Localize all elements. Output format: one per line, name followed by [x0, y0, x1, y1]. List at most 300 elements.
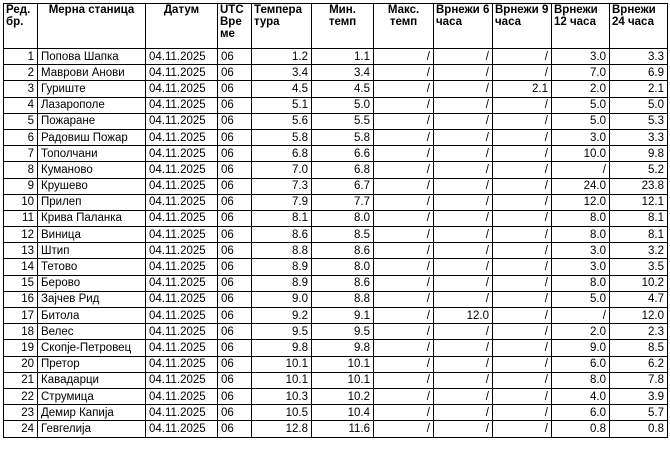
precip-6h-cell: / [434, 291, 493, 307]
temperature-cell: 8.9 [252, 259, 312, 275]
measurement-table [3, 3, 668, 438]
precip-24h-cell: 5.7 [610, 405, 668, 421]
max-temp-cell: / [374, 227, 434, 243]
max-temp-cell: / [374, 421, 434, 437]
table-row [4, 421, 668, 437]
temperature-cell: 1.2 [252, 49, 312, 65]
precip-12h-cell: 4.0 [552, 388, 610, 404]
row-number-cell: 19 [4, 340, 38, 356]
row-number-cell: 13 [4, 243, 38, 259]
precip-9h-cell: / [493, 65, 552, 81]
table-row [4, 405, 668, 421]
precip-24h-cell: 3.5 [610, 259, 668, 275]
precip-9h-cell: / [493, 324, 552, 340]
min-temp-cell: 5.8 [312, 129, 374, 145]
temperature-cell: 10.1 [252, 356, 312, 372]
header-min-temp: Мин. темп [312, 4, 374, 49]
precip-12h-cell: 24.0 [552, 178, 610, 194]
row-number-cell: 16 [4, 291, 38, 307]
precip-24h-cell: 8.1 [610, 210, 668, 226]
precip-12h-cell: 8.0 [552, 227, 610, 243]
precip-6h-cell: / [434, 388, 493, 404]
date-cell: 04.11.2025 [146, 243, 218, 259]
row-number-cell: 11 [4, 210, 38, 226]
temperature-cell: 12.8 [252, 421, 312, 437]
table-row [4, 194, 668, 210]
precip-9h-cell: / [493, 162, 552, 178]
min-temp-cell: 8.5 [312, 227, 374, 243]
precip-12h-cell: 7.0 [552, 65, 610, 81]
date-cell: 04.11.2025 [146, 275, 218, 291]
utc-time-cell: 06 [218, 356, 252, 372]
precip-12h-cell: 5.0 [552, 113, 610, 129]
precip-6h-cell: / [434, 210, 493, 226]
utc-time-cell: 06 [218, 405, 252, 421]
temperature-cell: 10.1 [252, 372, 312, 388]
temperature-cell: 4.5 [252, 81, 312, 97]
temperature-cell: 8.1 [252, 210, 312, 226]
temperature-cell: 8.8 [252, 243, 312, 259]
temperature-cell: 10.5 [252, 405, 312, 421]
row-number-cell: 6 [4, 129, 38, 145]
row-number-cell: 3 [4, 81, 38, 97]
precip-12h-cell: / [552, 308, 610, 324]
precip-9h-cell: / [493, 194, 552, 210]
table-row [4, 178, 668, 194]
date-cell: 04.11.2025 [146, 162, 218, 178]
precip-24h-cell: 5.2 [610, 162, 668, 178]
max-temp-cell: / [374, 259, 434, 275]
temperature-cell: 5.1 [252, 97, 312, 113]
header-utc-time: UTC Вре ме [218, 4, 252, 49]
table-row [4, 388, 668, 404]
utc-time-cell: 06 [218, 162, 252, 178]
table-row [4, 259, 668, 275]
precip-9h-cell: / [493, 49, 552, 65]
row-number-cell: 23 [4, 405, 38, 421]
precip-9h-cell: / [493, 340, 552, 356]
precip-6h-cell: / [434, 324, 493, 340]
utc-time-cell: 06 [218, 178, 252, 194]
min-temp-cell: 10.2 [312, 388, 374, 404]
precip-9h-cell: / [493, 113, 552, 129]
row-number-cell: 4 [4, 97, 38, 113]
precip-6h-cell: 12.0 [434, 308, 493, 324]
table-row [4, 227, 668, 243]
max-temp-cell: / [374, 388, 434, 404]
utc-time-cell: 06 [218, 129, 252, 145]
precip-6h-cell: / [434, 81, 493, 97]
precip-24h-cell: 23.8 [610, 178, 668, 194]
table-row [4, 243, 668, 259]
min-temp-cell: 8.8 [312, 291, 374, 307]
min-temp-cell: 6.6 [312, 146, 374, 162]
precip-24h-cell: 7.8 [610, 372, 668, 388]
date-cell: 04.11.2025 [146, 178, 218, 194]
min-temp-cell: 10.1 [312, 356, 374, 372]
utc-time-cell: 06 [218, 210, 252, 226]
precip-9h-cell: / [493, 178, 552, 194]
table-row [4, 308, 668, 324]
header-precip-6h: Врнежи 6 часа [434, 4, 493, 49]
max-temp-cell: / [374, 405, 434, 421]
table-row [4, 291, 668, 307]
station-name-cell: Прилеп [38, 194, 146, 210]
min-temp-cell: 9.1 [312, 308, 374, 324]
table-row [4, 275, 668, 291]
precip-9h-cell: / [493, 421, 552, 437]
min-temp-cell: 6.7 [312, 178, 374, 194]
precip-24h-cell: 3.2 [610, 243, 668, 259]
precip-6h-cell: / [434, 178, 493, 194]
precip-12h-cell: 12.0 [552, 194, 610, 210]
max-temp-cell: / [374, 162, 434, 178]
temperature-cell: 7.9 [252, 194, 312, 210]
row-number-cell: 20 [4, 356, 38, 372]
min-temp-cell: 8.0 [312, 210, 374, 226]
precip-12h-cell: 10.0 [552, 146, 610, 162]
utc-time-cell: 06 [218, 388, 252, 404]
precip-12h-cell: 5.0 [552, 97, 610, 113]
date-cell: 04.11.2025 [146, 81, 218, 97]
precip-6h-cell: / [434, 49, 493, 65]
min-temp-cell: 5.0 [312, 97, 374, 113]
precip-6h-cell: / [434, 146, 493, 162]
max-temp-cell: / [374, 210, 434, 226]
row-number-cell: 5 [4, 113, 38, 129]
min-temp-cell: 8.6 [312, 275, 374, 291]
precip-24h-cell: 3.9 [610, 388, 668, 404]
precip-6h-cell: / [434, 243, 493, 259]
temperature-cell: 8.6 [252, 227, 312, 243]
station-name-cell: Лазарополе [38, 97, 146, 113]
max-temp-cell: / [374, 372, 434, 388]
utc-time-cell: 06 [218, 421, 252, 437]
precip-24h-cell: 10.2 [610, 275, 668, 291]
precip-9h-cell: / [493, 146, 552, 162]
precip-12h-cell: 9.0 [552, 340, 610, 356]
temperature-cell: 9.8 [252, 340, 312, 356]
precip-24h-cell: 2.3 [610, 324, 668, 340]
min-temp-cell: 3.4 [312, 65, 374, 81]
precip-24h-cell: 8.1 [610, 227, 668, 243]
utc-time-cell: 06 [218, 194, 252, 210]
date-cell: 04.11.2025 [146, 324, 218, 340]
date-cell: 04.11.2025 [146, 194, 218, 210]
station-name-cell: Струмица [38, 388, 146, 404]
table-body [4, 49, 668, 438]
date-cell: 04.11.2025 [146, 259, 218, 275]
date-cell: 04.11.2025 [146, 227, 218, 243]
row-number-cell: 2 [4, 65, 38, 81]
precip-12h-cell: 8.0 [552, 372, 610, 388]
utc-time-cell: 06 [218, 308, 252, 324]
precip-9h-cell: 2.1 [493, 81, 552, 97]
max-temp-cell: / [374, 178, 434, 194]
precip-6h-cell: / [434, 194, 493, 210]
min-temp-cell: 4.5 [312, 81, 374, 97]
precip-9h-cell: / [493, 275, 552, 291]
precip-24h-cell: 4.7 [610, 291, 668, 307]
header-precip-9h: Врнежи 9 часа [493, 4, 552, 49]
precip-6h-cell: / [434, 162, 493, 178]
date-cell: 04.11.2025 [146, 129, 218, 145]
precip-6h-cell: / [434, 275, 493, 291]
date-cell: 04.11.2025 [146, 65, 218, 81]
precip-12h-cell: / [552, 162, 610, 178]
station-name-cell: Кавадарци [38, 372, 146, 388]
utc-time-cell: 06 [218, 243, 252, 259]
station-name-cell: Маврови Анови [38, 65, 146, 81]
date-cell: 04.11.2025 [146, 113, 218, 129]
date-cell: 04.11.2025 [146, 49, 218, 65]
row-number-cell: 14 [4, 259, 38, 275]
table-row [4, 49, 668, 65]
utc-time-cell: 06 [218, 49, 252, 65]
precip-6h-cell: / [434, 405, 493, 421]
station-name-cell: Крива Паланка [38, 210, 146, 226]
max-temp-cell: / [374, 324, 434, 340]
max-temp-cell: / [374, 97, 434, 113]
precip-6h-cell: / [434, 97, 493, 113]
station-name-cell: Демир Капија [38, 405, 146, 421]
date-cell: 04.11.2025 [146, 308, 218, 324]
table-row [4, 113, 668, 129]
table-row [4, 162, 668, 178]
min-temp-cell: 6.8 [312, 162, 374, 178]
table-row [4, 356, 668, 372]
station-name-cell: Скопје-Петровец [38, 340, 146, 356]
utc-time-cell: 06 [218, 291, 252, 307]
station-name-cell: Радовиш Пожар [38, 129, 146, 145]
row-number-cell: 1 [4, 49, 38, 65]
precip-24h-cell: 12.0 [610, 308, 668, 324]
temperature-cell: 7.3 [252, 178, 312, 194]
row-number-cell: 8 [4, 162, 38, 178]
min-temp-cell: 10.1 [312, 372, 374, 388]
station-name-cell: Тетово [38, 259, 146, 275]
precip-9h-cell: / [493, 356, 552, 372]
precip-9h-cell: / [493, 227, 552, 243]
min-temp-cell: 9.5 [312, 324, 374, 340]
utc-time-cell: 06 [218, 97, 252, 113]
precip-24h-cell: 5.3 [610, 113, 668, 129]
temperature-cell: 9.0 [252, 291, 312, 307]
station-name-cell: Велес [38, 324, 146, 340]
date-cell: 04.11.2025 [146, 388, 218, 404]
header-precip-12h: Врнежи 12 часа [552, 4, 610, 49]
utc-time-cell: 06 [218, 81, 252, 97]
row-number-cell: 9 [4, 178, 38, 194]
station-name-cell: Крушево [38, 178, 146, 194]
min-temp-cell: 10.4 [312, 405, 374, 421]
station-name-cell: Куманово [38, 162, 146, 178]
precip-24h-cell: 12.1 [610, 194, 668, 210]
row-number-cell: 17 [4, 308, 38, 324]
temperature-cell: 9.2 [252, 308, 312, 324]
precip-6h-cell: / [434, 259, 493, 275]
precip-6h-cell: / [434, 227, 493, 243]
table-row [4, 210, 668, 226]
station-name-cell: Тополчани [38, 146, 146, 162]
table-header-row [4, 4, 668, 49]
date-cell: 04.11.2025 [146, 356, 218, 372]
precip-12h-cell: 2.0 [552, 324, 610, 340]
max-temp-cell: / [374, 65, 434, 81]
station-name-cell: Пожаране [38, 113, 146, 129]
max-temp-cell: / [374, 81, 434, 97]
precip-9h-cell: / [493, 243, 552, 259]
precip-9h-cell: / [493, 372, 552, 388]
temperature-cell: 3.4 [252, 65, 312, 81]
temperature-cell: 7.0 [252, 162, 312, 178]
precip-6h-cell: / [434, 356, 493, 372]
precip-9h-cell: / [493, 210, 552, 226]
precip-9h-cell: / [493, 259, 552, 275]
max-temp-cell: / [374, 194, 434, 210]
table-row [4, 97, 668, 113]
row-number-cell: 24 [4, 421, 38, 437]
utc-time-cell: 06 [218, 340, 252, 356]
utc-time-cell: 06 [218, 372, 252, 388]
utc-time-cell: 06 [218, 65, 252, 81]
row-number-cell: 10 [4, 194, 38, 210]
precip-24h-cell: 2.1 [610, 81, 668, 97]
max-temp-cell: / [374, 113, 434, 129]
temperature-cell: 5.8 [252, 129, 312, 145]
station-name-cell: Зајчев Рид [38, 291, 146, 307]
precip-12h-cell: 3.0 [552, 49, 610, 65]
table-row [4, 324, 668, 340]
utc-time-cell: 06 [218, 227, 252, 243]
precip-24h-cell: 8.5 [610, 340, 668, 356]
station-name-cell: Гевгелија [38, 421, 146, 437]
date-cell: 04.11.2025 [146, 421, 218, 437]
precip-24h-cell: 3.3 [610, 129, 668, 145]
date-cell: 04.11.2025 [146, 405, 218, 421]
table-row [4, 372, 668, 388]
precip-6h-cell: / [434, 65, 493, 81]
station-name-cell: Берово [38, 275, 146, 291]
precip-24h-cell: 6.9 [610, 65, 668, 81]
temperature-cell: 10.3 [252, 388, 312, 404]
utc-time-cell: 06 [218, 146, 252, 162]
precip-9h-cell: / [493, 308, 552, 324]
precip-6h-cell: / [434, 129, 493, 145]
header-station: Мерна станица [38, 4, 146, 49]
min-temp-cell: 7.7 [312, 194, 374, 210]
max-temp-cell: / [374, 275, 434, 291]
max-temp-cell: / [374, 291, 434, 307]
temperature-cell: 9.5 [252, 324, 312, 340]
precip-24h-cell: 6.2 [610, 356, 668, 372]
precip-12h-cell: 3.0 [552, 259, 610, 275]
row-number-cell: 12 [4, 227, 38, 243]
table-row [4, 146, 668, 162]
utc-time-cell: 06 [218, 113, 252, 129]
station-name-cell: Штип [38, 243, 146, 259]
temperature-cell: 5.6 [252, 113, 312, 129]
precip-24h-cell: 0.8 [610, 421, 668, 437]
table-row [4, 340, 668, 356]
min-temp-cell: 8.0 [312, 259, 374, 275]
precip-6h-cell: / [434, 340, 493, 356]
min-temp-cell: 11.6 [312, 421, 374, 437]
utc-time-cell: 06 [218, 275, 252, 291]
date-cell: 04.11.2025 [146, 146, 218, 162]
station-name-cell: Гуриште [38, 81, 146, 97]
header-precip-24h: Врнежи 24 часа [610, 4, 668, 49]
row-number-cell: 22 [4, 388, 38, 404]
precip-6h-cell: / [434, 421, 493, 437]
row-number-cell: 15 [4, 275, 38, 291]
max-temp-cell: / [374, 49, 434, 65]
temperature-cell: 6.8 [252, 146, 312, 162]
station-name-cell: Попова Шапка [38, 49, 146, 65]
station-name-cell: Битола [38, 308, 146, 324]
utc-time-cell: 06 [218, 259, 252, 275]
date-cell: 04.11.2025 [146, 210, 218, 226]
date-cell: 04.11.2025 [146, 372, 218, 388]
precip-9h-cell: / [493, 129, 552, 145]
max-temp-cell: / [374, 308, 434, 324]
date-cell: 04.11.2025 [146, 291, 218, 307]
min-temp-cell: 9.8 [312, 340, 374, 356]
header-date: Датум [146, 4, 218, 49]
table-row [4, 65, 668, 81]
header-temperature: Темпера тура [252, 4, 312, 49]
utc-time-cell: 06 [218, 324, 252, 340]
precip-12h-cell: 3.0 [552, 243, 610, 259]
precip-12h-cell: 5.0 [552, 291, 610, 307]
max-temp-cell: / [374, 356, 434, 372]
precip-12h-cell: 8.0 [552, 275, 610, 291]
precip-12h-cell: 2.0 [552, 81, 610, 97]
precip-6h-cell: / [434, 372, 493, 388]
header-row-number: Ред. бр. [4, 4, 38, 49]
precip-12h-cell: 8.0 [552, 210, 610, 226]
station-name-cell: Виница [38, 227, 146, 243]
precip-6h-cell: / [434, 113, 493, 129]
max-temp-cell: / [374, 146, 434, 162]
min-temp-cell: 8.6 [312, 243, 374, 259]
header-max-temp: Макс. темп [374, 4, 434, 49]
table-row [4, 129, 668, 145]
date-cell: 04.11.2025 [146, 97, 218, 113]
temperature-cell: 8.9 [252, 275, 312, 291]
min-temp-cell: 5.5 [312, 113, 374, 129]
precip-12h-cell: 0.8 [552, 421, 610, 437]
max-temp-cell: / [374, 340, 434, 356]
row-number-cell: 21 [4, 372, 38, 388]
precip-24h-cell: 3.3 [610, 49, 668, 65]
precip-12h-cell: 6.0 [552, 356, 610, 372]
table-row [4, 81, 668, 97]
date-cell: 04.11.2025 [146, 340, 218, 356]
precip-9h-cell: / [493, 388, 552, 404]
max-temp-cell: / [374, 243, 434, 259]
precip-24h-cell: 9.8 [610, 146, 668, 162]
precip-9h-cell: / [493, 291, 552, 307]
row-number-cell: 7 [4, 146, 38, 162]
precip-12h-cell: 3.0 [552, 129, 610, 145]
precip-24h-cell: 5.0 [610, 97, 668, 113]
min-temp-cell: 1.1 [312, 49, 374, 65]
precip-9h-cell: / [493, 97, 552, 113]
precip-12h-cell: 6.0 [552, 405, 610, 421]
max-temp-cell: / [374, 129, 434, 145]
precip-9h-cell: / [493, 405, 552, 421]
